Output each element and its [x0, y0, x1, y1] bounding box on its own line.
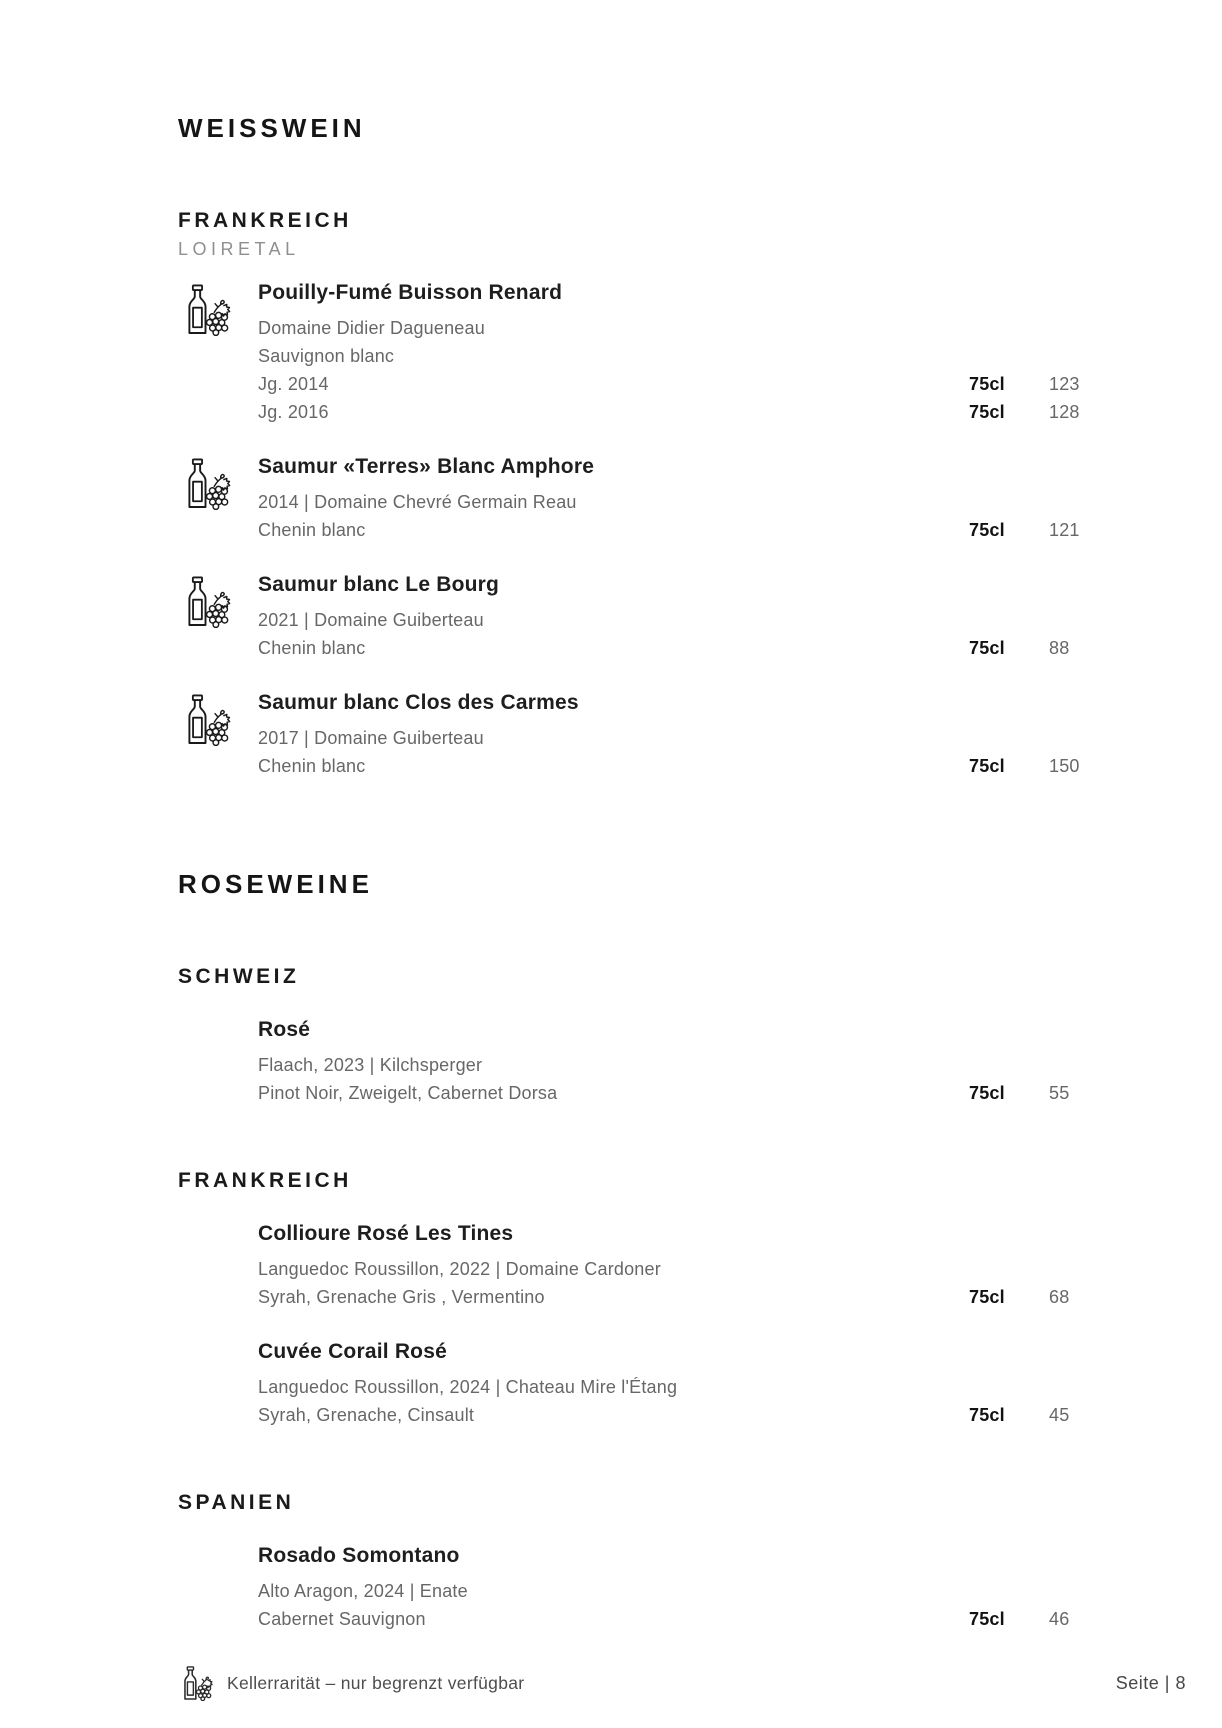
wine-detail-row: [258, 1577, 1085, 1605]
wine-entry: [178, 1339, 1085, 1429]
wine-name: Pouilly-Fumé Buisson Renard: [258, 281, 563, 304]
bottle-size: 75cl: [969, 1405, 1005, 1425]
price: [1049, 1255, 1085, 1283]
wine-detail-row: [258, 516, 1085, 544]
wine-detail-text: Cabernet Sauvignon: [258, 1609, 426, 1629]
region-header: [178, 1168, 1085, 1193]
bottle-size: 75cl: [969, 638, 1005, 658]
rarity-bottle-grapes-icon: [182, 1666, 213, 1701]
bottle-size: [969, 342, 1049, 370]
wine-detail-text: Flaach, 2023 | Kilchsperger: [258, 1055, 483, 1075]
wine-detail-rows: [258, 606, 1085, 662]
wine-detail-text: Jg. 2014: [258, 374, 329, 394]
wine-name: Rosé: [258, 1018, 311, 1041]
section-title: ROSEWEINE: [178, 869, 373, 899]
wine-detail-row: [258, 488, 1085, 516]
wine-details: [258, 1221, 1085, 1311]
wine-detail-text: Languedoc Roussillon, 2022 | Domaine Cardoner: [258, 1259, 661, 1279]
wine-icon-column: [178, 1543, 258, 1633]
wine-entry: [178, 1543, 1085, 1633]
bottle-size: [969, 1373, 1049, 1401]
price: 123: [1049, 374, 1080, 394]
wine-detail-rows: [258, 1051, 1085, 1107]
wine-icon-column: [178, 280, 258, 426]
price: 45: [1049, 1405, 1070, 1425]
wine-detail-row: [258, 1283, 1085, 1311]
section-title: WEISSWEIN: [178, 113, 366, 143]
wine-detail-rows: [258, 488, 1085, 544]
price: 150: [1049, 756, 1080, 776]
region-header: [178, 208, 1085, 261]
rarity-bottle-grapes-icon: [178, 576, 258, 628]
wine-entry: [178, 280, 1085, 426]
wine-icon-column: [178, 572, 258, 662]
wine-entry: [178, 1221, 1085, 1311]
region-group: [178, 1490, 1085, 1633]
price: [1049, 1051, 1085, 1079]
wine-icon-column: [178, 1221, 258, 1311]
price: [1049, 724, 1085, 752]
price: 121: [1049, 520, 1080, 540]
wine-name: Saumur «Terres» Blanc Amphore: [258, 455, 595, 478]
wine-detail-row: [258, 342, 1085, 370]
wine-detail-rows: [258, 724, 1085, 780]
wine-icon-column: [178, 1339, 258, 1429]
wine-detail-text: Chenin blanc: [258, 520, 366, 540]
wine-details: [258, 280, 1085, 426]
region-header: [178, 1490, 1085, 1515]
bottle-size: [969, 488, 1049, 516]
wine-details: [258, 1339, 1085, 1429]
bottle-size: 75cl: [969, 374, 1005, 394]
wine-list: [178, 1017, 1085, 1107]
wine-details: [258, 690, 1085, 780]
subregion-name: LOIRETAL: [178, 239, 300, 259]
price: [1049, 606, 1085, 634]
wine-details: [258, 454, 1085, 544]
region-name: SPANIEN: [178, 1491, 295, 1514]
bottle-size: 75cl: [969, 1609, 1005, 1629]
wine-detail-text: Chenin blanc: [258, 756, 366, 776]
wine-list: [178, 280, 1085, 780]
wine-entry: [178, 1017, 1085, 1107]
rarity-bottle-grapes-icon: [178, 284, 258, 336]
wine-detail-text: 2017 | Domaine Guiberteau: [258, 728, 484, 748]
region-groups: [178, 964, 1085, 1633]
wine-detail-text: Domaine Didier Dagueneau: [258, 318, 485, 338]
wine-detail-row: [258, 314, 1085, 342]
bottle-size: 75cl: [969, 1287, 1005, 1307]
wine-detail-text: 2014 | Domaine Chevré Germain Reau: [258, 492, 577, 512]
bottle-size: 75cl: [969, 756, 1005, 776]
region-group: [178, 964, 1085, 1107]
price: [1049, 1577, 1085, 1605]
rarity-legend-text: Kellerrarität – nur begrenzt verfügbar: [227, 1673, 525, 1693]
wine-detail-text: Sauvignon blanc: [258, 346, 395, 366]
wine-entry: [178, 572, 1085, 662]
bottle-size: [969, 1255, 1049, 1283]
wine-detail-row: [258, 634, 1085, 662]
price: 68: [1049, 1287, 1070, 1307]
bottle-size: 75cl: [969, 402, 1005, 422]
region-header: [178, 964, 1085, 989]
wine-name: Saumur blanc Le Bourg: [258, 573, 500, 596]
price: 88: [1049, 638, 1070, 658]
wine-detail-rows: [258, 1255, 1085, 1311]
wine-detail-row: [258, 1373, 1085, 1401]
wine-detail-row: [258, 1401, 1085, 1429]
wine-name: Collioure Rosé Les Tines: [258, 1222, 514, 1245]
rarity-bottle-grapes-icon: [178, 694, 258, 746]
bottle-size: [969, 314, 1049, 342]
bottle-size: [969, 1577, 1049, 1605]
wine-detail-rows: [258, 1373, 1085, 1429]
price: 128: [1049, 402, 1080, 422]
wine-detail-row: [258, 606, 1085, 634]
wine-section: [178, 113, 1085, 780]
region-name: SCHWEIZ: [178, 965, 300, 988]
wine-detail-text: Jg. 2016: [258, 402, 329, 422]
wine-detail-text: Pinot Noir, Zweigelt, Cabernet Dorsa: [258, 1083, 558, 1103]
region-name: FRANKREICH: [178, 1169, 352, 1192]
wine-name: Cuvée Corail Rosé: [258, 1340, 447, 1363]
wine-detail-text: Alto Aragon, 2024 | Enate: [258, 1581, 468, 1601]
region-name: FRANKREICH: [178, 209, 352, 232]
wine-detail-row: [258, 1255, 1085, 1283]
wine-details: [258, 1017, 1085, 1107]
wine-detail-row: [258, 724, 1085, 752]
wine-name: Rosado Somontano: [258, 1544, 460, 1567]
wine-icon-column: [178, 690, 258, 780]
bottle-size: 75cl: [969, 520, 1005, 540]
bottle-size: [969, 606, 1049, 634]
page-number: Seite | 8: [1115, 1673, 1186, 1693]
price: 55: [1049, 1083, 1070, 1103]
wine-icon-column: [178, 1017, 258, 1107]
wine-detail-rows: [258, 1577, 1085, 1633]
region-group: [178, 208, 1085, 780]
wine-detail-row: [258, 1605, 1085, 1633]
wine-entry: [178, 690, 1085, 780]
wine-detail-row: [258, 398, 1085, 426]
wine-detail-text: Syrah, Grenache Gris , Vermentino: [258, 1287, 545, 1307]
wine-details: [258, 572, 1085, 662]
price: [1049, 342, 1085, 370]
wine-list: [178, 1221, 1085, 1429]
wine-detail-row: [258, 1051, 1085, 1079]
rarity-bottle-grapes-icon: [178, 458, 258, 510]
wine-detail-text: Languedoc Roussillon, 2024 | Chateau Mire l'Étang: [258, 1377, 678, 1397]
wine-detail-row: [258, 752, 1085, 780]
wine-detail-row: [258, 370, 1085, 398]
region-group: [178, 1168, 1085, 1429]
wine-list: [178, 1543, 1085, 1633]
region-groups: [178, 208, 1085, 780]
wine-entry: [178, 454, 1085, 544]
bottle-size: 75cl: [969, 1083, 1005, 1103]
wine-name: Saumur blanc Clos des Carmes: [258, 691, 579, 714]
price: [1049, 488, 1085, 516]
page-footer: [182, 1666, 1186, 1701]
wine-detail-text: Syrah, Grenache, Cinsault: [258, 1405, 475, 1425]
price: 46: [1049, 1609, 1070, 1629]
wine-section: [178, 869, 1085, 1633]
price: [1049, 1373, 1085, 1401]
wine-detail-text: 2021 | Domaine Guiberteau: [258, 610, 484, 630]
wine-detail-text: Chenin blanc: [258, 638, 366, 658]
wine-detail-row: [258, 1079, 1085, 1107]
wine-detail-rows: [258, 314, 1085, 426]
bottle-size: [969, 724, 1049, 752]
wine-icon-column: [178, 454, 258, 544]
bottle-size: [969, 1051, 1049, 1079]
wine-details: [258, 1543, 1085, 1633]
price: [1049, 314, 1085, 342]
